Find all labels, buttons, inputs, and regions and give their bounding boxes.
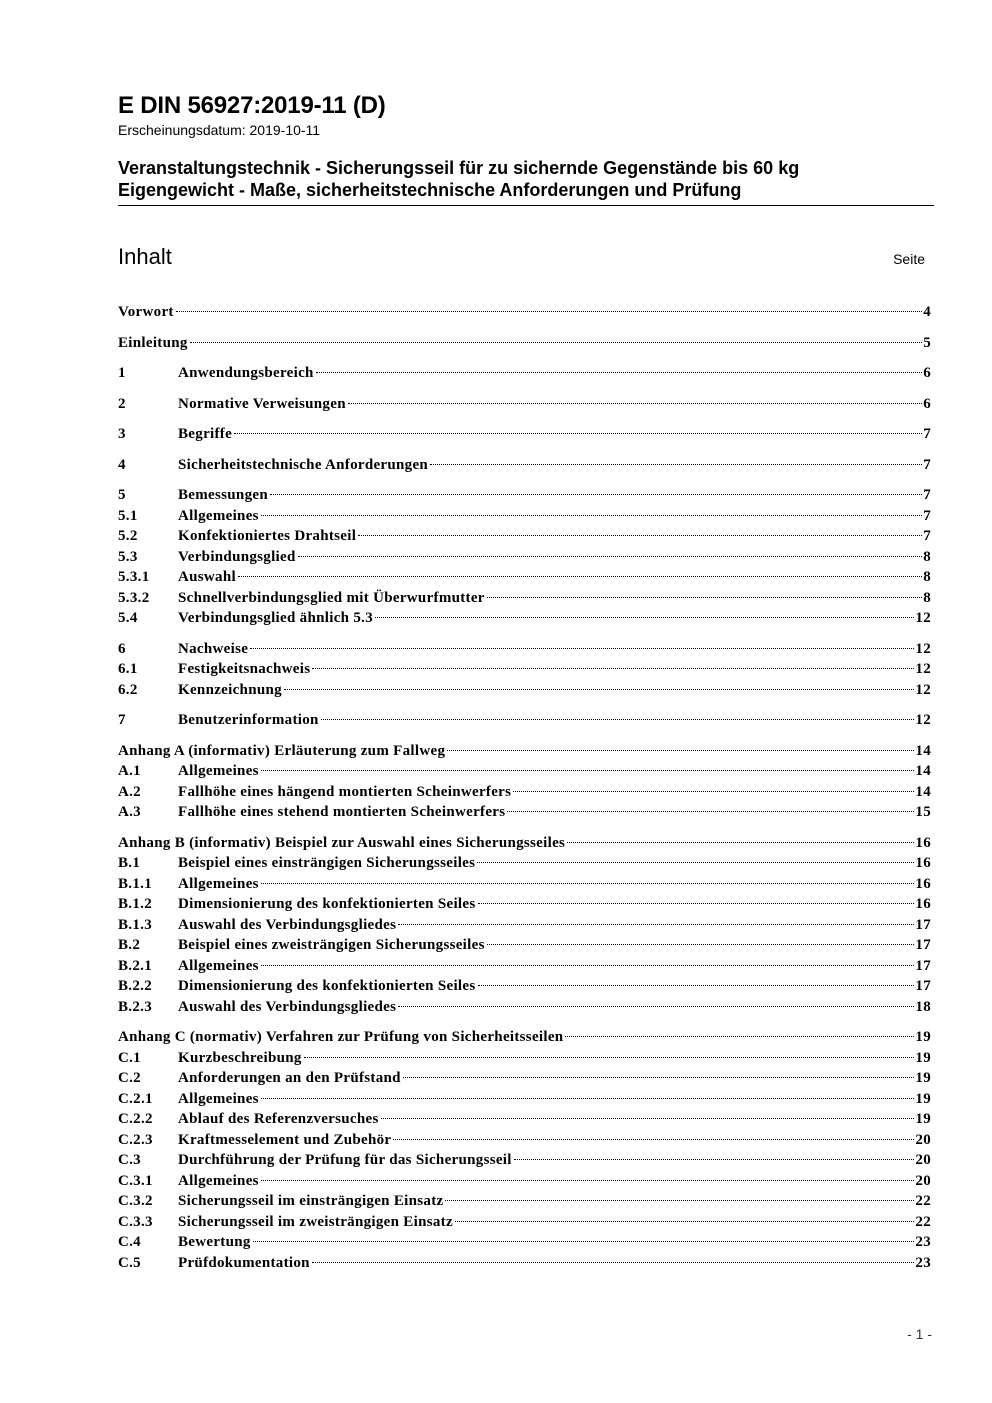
document-title-line-1: Veranstaltungstechnik - Sicherungsseil für zu sichernde Gegenstände bis 60 kg [118, 158, 800, 178]
toc-entry-leader [321, 719, 915, 720]
toc-entry[interactable] [118, 915, 931, 936]
toc-entry-label: Nachweise [178, 640, 249, 657]
publication-date: Erscheinungsdatum: 2019-10-11 [118, 122, 321, 138]
toc-entry-page: 8 [923, 589, 931, 606]
toc-entry[interactable] [118, 976, 931, 997]
toc-entry[interactable] [118, 853, 931, 874]
toc-entry-label: Allgemeines [178, 763, 259, 779]
toc-entry-label: Bemessungen [178, 487, 268, 503]
toc-entry[interactable] [118, 741, 931, 762]
toc-entry-page: 12 [915, 610, 931, 626]
toc-entry-leader [253, 1241, 915, 1242]
toc-entry-leader [261, 883, 915, 884]
toc-entry-page: 19 [915, 1049, 931, 1066]
toc-entry-number: B.2.3 [118, 998, 153, 1015]
toc-entry-label: Auswahl des Verbindungsgliedes [178, 916, 397, 933]
toc-entry-page: 7 [923, 507, 931, 524]
toc-entry-label: Festigkeitsnachweis [178, 661, 311, 677]
toc-entry-leader [250, 648, 914, 649]
toc-entry-leader [375, 617, 914, 618]
toc-entry-leader [403, 1077, 915, 1078]
toc-entry-page: 22 [915, 1193, 931, 1209]
toc-entry-page: 7 [923, 528, 931, 544]
toc-entry-number: B.2.1 [118, 957, 153, 974]
toc-entry-page: 17 [915, 916, 931, 933]
toc-entry-leader [381, 1118, 915, 1119]
toc-entry-label: Allgemeines [178, 875, 259, 892]
toc-entry-number: 5.3 [118, 548, 138, 565]
toc-entry-leader [261, 770, 915, 771]
toc-entry-leader [447, 750, 914, 751]
toc-entry[interactable] [118, 424, 931, 445]
toc-entry[interactable] [118, 1048, 931, 1069]
toc-entry-label: Anhang A (informativ) Erläuterung zum Fallweg [118, 742, 446, 759]
toc-entry-leader [358, 535, 922, 536]
toc-entry-leader [507, 811, 914, 812]
toc-entry[interactable] [118, 639, 931, 660]
toc-entry-label: Allgemeines [178, 507, 259, 524]
toc-entry-label: Verbindungsglied [178, 548, 296, 565]
toc-entry-page: 17 [915, 937, 931, 953]
toc-entry-leader [455, 1221, 914, 1222]
toc-entry[interactable] [118, 547, 931, 568]
toc-entry-label: Dimensionierung des konfektionierten Seiles [178, 978, 476, 994]
toc-entry-number: 5.4 [118, 610, 138, 626]
toc-entry-label: Konfektioniertes Drahtseil [178, 528, 357, 544]
toc-entry-number: B.1.2 [118, 896, 153, 912]
toc-entry[interactable] [118, 506, 931, 527]
toc-entry-label: Vorwort [118, 304, 174, 320]
toc-entry-page: 23 [915, 1234, 931, 1250]
toc-entry-label: Anwendungsbereich [178, 365, 314, 381]
toc-entry[interactable] [118, 1191, 931, 1212]
toc-entry-page: 22 [915, 1213, 931, 1230]
toc-entry-leader [316, 372, 923, 373]
toc-entry-page: 14 [915, 763, 931, 779]
toc-entry-leader [478, 903, 915, 904]
toc-entry-leader [398, 924, 914, 925]
toc-entry-label: Anforderungen an den Prüfstand [178, 1070, 401, 1086]
toc-entry-number: 1 [118, 365, 126, 381]
toc-entry-leader [487, 597, 922, 598]
toc-entry-number: C.2.1 [118, 1090, 153, 1107]
toc-entry-leader [190, 342, 923, 343]
toc-entry-page: 16 [915, 834, 931, 851]
toc-entry-number: C.4 [118, 1234, 141, 1250]
toc-entry-page: 19 [915, 1029, 931, 1045]
toc-entry-leader [445, 1200, 914, 1201]
toc-title: Inhalt [118, 244, 172, 269]
toc-entry-label: Durchführung der Prüfung für das Sicherungsseil [178, 1152, 512, 1168]
toc-entry-label: Allgemeines [178, 957, 259, 974]
toc-entry-number: 3 [118, 426, 126, 442]
toc-entry-number: A.3 [118, 804, 141, 820]
toc-entry-label: Prüfdokumentation [178, 1254, 310, 1271]
toc-entry-label: Benutzerinformation [178, 712, 319, 728]
toc-entry-number: B.1.3 [118, 916, 153, 933]
toc-entry-number: C.5 [118, 1254, 141, 1271]
toc-entry-page: 20 [915, 1152, 931, 1168]
toc-entry-label: Einleitung [118, 334, 188, 351]
toc-entry-leader [261, 1098, 915, 1099]
document-id: E DIN 56927:2019-11 (D) [118, 92, 386, 119]
toc-entry-leader [312, 1262, 915, 1263]
toc-entry-number: 6.1 [118, 661, 138, 677]
toc-entry-label: Auswahl [178, 569, 236, 585]
toc-entry[interactable] [118, 1212, 931, 1233]
toc-entry-label: Anhang B (informativ) Beispiel zur Auswahl eines Sicherungsseiles [118, 834, 566, 851]
toc-entry-page: 17 [915, 978, 931, 994]
toc-entry-number: 5.1 [118, 507, 138, 524]
toc-entry[interactable] [118, 802, 931, 823]
toc-entry[interactable] [118, 1027, 931, 1048]
toc-entry[interactable] [118, 935, 931, 956]
toc-entry-page: 6 [923, 395, 931, 412]
document-header [118, 92, 934, 201]
toc-entry-leader [261, 515, 922, 516]
toc-entry-number: C.2.3 [118, 1131, 153, 1148]
toc-entry-leader [514, 1159, 915, 1160]
toc-entry[interactable] [118, 333, 931, 354]
toc-entry[interactable] [118, 680, 931, 701]
toc-entry[interactable] [118, 761, 931, 782]
page-number: - 1 - [907, 1326, 932, 1342]
toc-entry-number: 6.2 [118, 681, 138, 698]
toc-entry-page: 16 [915, 896, 931, 912]
toc-entry-page: 8 [923, 548, 931, 565]
toc-entry[interactable] [118, 455, 931, 476]
toc-entry-page: 12 [915, 681, 931, 698]
toc-entry-number: 7 [118, 712, 126, 728]
toc-entry-page: 7 [923, 456, 931, 473]
toc-entry-page: 17 [915, 957, 931, 974]
toc-entry-page: 8 [923, 569, 931, 585]
toc-entry-leader [312, 668, 914, 669]
toc-entry-label: Verbindungsglied ähnlich 5.3 [178, 610, 373, 626]
toc-entry-number: C.3.2 [118, 1193, 153, 1209]
toc-entry[interactable] [118, 1232, 931, 1253]
toc-entry[interactable] [118, 782, 931, 803]
toc-entry-page: 15 [915, 804, 931, 820]
table-of-contents [118, 302, 931, 1273]
toc-entry-number: B.2.2 [118, 978, 153, 994]
toc-entry-leader [284, 689, 914, 690]
toc-entry[interactable] [118, 485, 931, 506]
toc-entry-number: C.3 [118, 1152, 141, 1168]
toc-entry-page: 19 [915, 1090, 931, 1107]
toc-entry-page: 7 [923, 426, 931, 442]
document-title-line-2: Eigengewicht - Maße, sicherheitstechnische Anforderungen und Prüfung [118, 180, 742, 200]
toc-entry[interactable] [118, 526, 931, 547]
toc-entry[interactable] [118, 956, 931, 977]
toc-entry[interactable] [118, 363, 931, 384]
toc-entry-number: 5.3.2 [118, 589, 150, 606]
toc-entry-number: 2 [118, 395, 126, 412]
toc-entry[interactable] [118, 588, 931, 609]
toc-entry[interactable] [118, 1130, 931, 1151]
toc-entry-leader [298, 556, 923, 557]
toc-entry-page: 12 [915, 640, 931, 657]
toc-entry-page: 16 [915, 855, 931, 871]
toc-entry-leader [567, 842, 914, 843]
header-divider [118, 205, 934, 206]
toc-entry-label: Bewertung [178, 1234, 251, 1250]
toc-entry-label: Auswahl des Verbindungsgliedes [178, 998, 397, 1015]
toc-entry-page: 14 [915, 742, 931, 759]
toc-entry-label: Kraftmesselement und Zubehör [178, 1131, 392, 1148]
toc-entry[interactable] [118, 833, 931, 854]
toc-entry-leader [304, 1057, 915, 1058]
toc-entry-label: Normative Verweisungen [178, 395, 346, 412]
toc-entry-label: Schnellverbindungsglied mit Überwurfmutter [178, 589, 485, 606]
toc-entry-label: Kennzeichnung [178, 681, 282, 698]
toc-entry-number: C.3.1 [118, 1172, 153, 1189]
toc-entry[interactable] [118, 710, 931, 731]
toc-entry-leader [393, 1139, 914, 1140]
toc-entry-number: 5.3.1 [118, 569, 150, 585]
toc-entry-leader [238, 576, 922, 577]
toc-entry-page: 16 [915, 875, 931, 892]
toc-entry[interactable] [118, 1068, 931, 1089]
toc-entry[interactable] [118, 394, 931, 415]
toc-entry[interactable] [118, 608, 931, 629]
toc-page-column-label: Seite [893, 251, 925, 267]
toc-entry[interactable] [118, 1109, 931, 1130]
toc-entry-leader [487, 944, 915, 945]
toc-entry-label: Anhang C (normativ) Verfahren zur Prüfung von Sicherheitsseilen [118, 1029, 564, 1045]
toc-entry-number: 4 [118, 456, 126, 473]
toc-entry-number: C.3.3 [118, 1213, 153, 1230]
toc-entry-page: 7 [923, 487, 931, 503]
toc-entry-number: 6 [118, 640, 126, 657]
toc-entry[interactable] [118, 1171, 931, 1192]
toc-entry-number: 5 [118, 487, 126, 503]
toc-entry-number: 5.2 [118, 528, 138, 544]
toc-entry-label: Allgemeines [178, 1090, 259, 1107]
toc-entry-label: Sicherungsseil im zweisträngigen Einsatz [178, 1213, 453, 1230]
toc-entry[interactable] [118, 997, 931, 1018]
toc-entry-number: B.2 [118, 937, 141, 953]
toc-entry-page: 5 [923, 334, 931, 351]
toc-entry-page: 6 [923, 365, 931, 381]
toc-entry-leader [430, 464, 922, 465]
toc-entry-page: 20 [915, 1131, 931, 1148]
toc-entry-number: A.2 [118, 783, 141, 800]
toc-entry-label: Beispiel eines zweisträngigen Sicherungsseiles [178, 937, 485, 953]
toc-entry-page: 18 [915, 998, 931, 1015]
toc-entry-leader [270, 494, 922, 495]
toc-entry-number: B.1.1 [118, 875, 153, 892]
toc-entry-page: 14 [915, 783, 931, 800]
toc-entry[interactable] [118, 1253, 931, 1274]
toc-entry-leader [176, 311, 922, 312]
toc-entry-page: 12 [915, 712, 931, 728]
toc-entry-leader [348, 403, 922, 404]
toc-entry-page: 23 [915, 1254, 931, 1271]
toc-entry[interactable] [118, 874, 931, 895]
toc-header [118, 244, 925, 270]
toc-entry-label: Begriffe [178, 426, 233, 442]
toc-entry[interactable] [118, 567, 931, 588]
toc-entry-label: Kurzbeschreibung [178, 1049, 302, 1066]
toc-entry-leader [477, 862, 914, 863]
toc-entry-page: 12 [915, 661, 931, 677]
toc-entry-leader [513, 791, 914, 792]
toc-entry-leader [398, 1006, 914, 1007]
toc-entry[interactable] [118, 894, 931, 915]
toc-entry-label: Sicherheitstechnische Anforderungen [178, 456, 429, 473]
toc-entry-leader [261, 965, 915, 966]
toc-entry-label: Beispiel eines einsträngigen Sicherungsseiles [178, 855, 476, 871]
toc-entry[interactable] [118, 302, 931, 323]
toc-entry[interactable] [118, 1150, 931, 1171]
toc-entry-page: 20 [915, 1172, 931, 1189]
toc-entry-label: Fallhöhe eines stehend montierten Scheinwerfers [178, 804, 506, 820]
toc-entry-label: Dimensionierung des konfektionierten Seiles [178, 896, 476, 912]
toc-entry-leader [565, 1036, 914, 1037]
document-title [118, 157, 934, 201]
toc-entry-number: C.1 [118, 1049, 141, 1066]
toc-entry-leader [261, 1180, 915, 1181]
toc-entry-number: A.1 [118, 763, 141, 779]
toc-entry-label: Ablauf des Referenzversuches [178, 1111, 379, 1127]
toc-entry-label: Sicherungsseil im einsträngigen Einsatz [178, 1193, 444, 1209]
toc-entry-number: C.2.2 [118, 1111, 153, 1127]
toc-entry-page: 19 [915, 1070, 931, 1086]
toc-entry-number: B.1 [118, 855, 141, 871]
toc-entry[interactable] [118, 659, 931, 680]
toc-entry-leader [478, 985, 915, 986]
toc-entry-page: 19 [915, 1111, 931, 1127]
toc-entry[interactable] [118, 1089, 931, 1110]
toc-entry-number: C.2 [118, 1070, 141, 1086]
toc-entry-leader [234, 433, 922, 434]
toc-entry-label: Fallhöhe eines hängend montierten Scheinwerfers [178, 783, 512, 800]
toc-entry-label: Allgemeines [178, 1172, 259, 1189]
toc-entry-page: 4 [923, 304, 931, 320]
